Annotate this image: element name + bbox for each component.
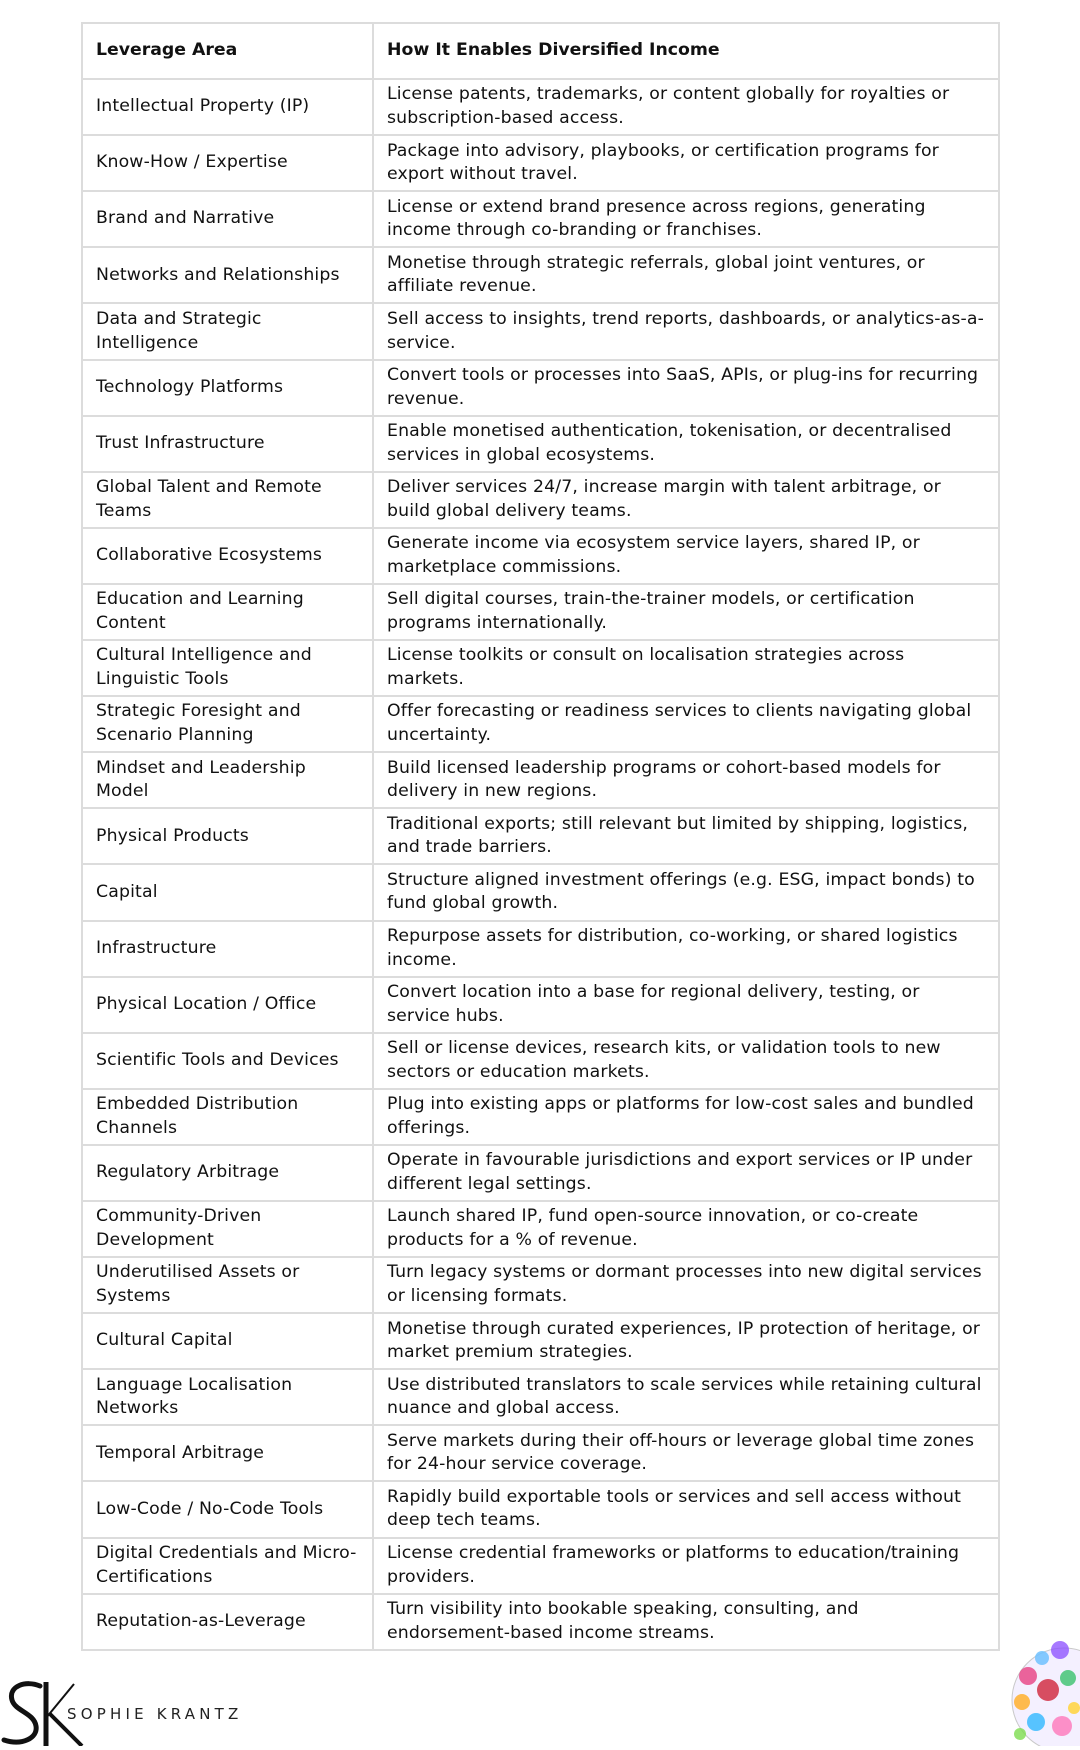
leverage-table bbox=[81, 22, 1000, 1651]
leverage-area-cell: Strategic Foresight and Scenario Planning bbox=[82, 696, 373, 752]
table-row bbox=[82, 135, 999, 191]
income-description-cell: Traditional exports; still relevant but limited by shipping, logistics, and trade barriers. bbox=[373, 808, 999, 864]
leverage-area-cell: Brand and Narrative bbox=[82, 191, 373, 247]
leverage-area-cell: Low-Code / No-Code Tools bbox=[82, 1481, 373, 1537]
income-description-cell: Operate in favourable jurisdictions and export services or IP under different legal settings. bbox=[373, 1145, 999, 1201]
income-description-cell: Repurpose assets for distribution, co-working, or shared logistics income. bbox=[373, 921, 999, 977]
table-row bbox=[82, 864, 999, 920]
income-description-cell: Turn visibility into bookable speaking, consulting, and endorsement-based income streams. bbox=[373, 1594, 999, 1650]
income-description-cell: Sell access to insights, trend reports, dashboards, or analytics-as-a-service. bbox=[373, 303, 999, 359]
table-row bbox=[82, 1201, 999, 1257]
table-row bbox=[82, 1594, 999, 1650]
income-description-cell: Turn legacy systems or dormant processes into new digital services or licensing formats. bbox=[373, 1257, 999, 1313]
leverage-area-cell: Data and Strategic Intelligence bbox=[82, 303, 373, 359]
table-row bbox=[82, 1145, 999, 1201]
table-row bbox=[82, 528, 999, 584]
table-row bbox=[82, 1033, 999, 1089]
income-description-cell: Use distributed translators to scale services while retaining cultural nuance and global access. bbox=[373, 1369, 999, 1425]
leverage-area-cell: Underutilised Assets or Systems bbox=[82, 1257, 373, 1313]
table-row bbox=[82, 584, 999, 640]
table-row bbox=[82, 79, 999, 135]
table-row bbox=[82, 808, 999, 864]
leverage-area-cell: Cultural Capital bbox=[82, 1313, 373, 1369]
table-row bbox=[82, 360, 999, 416]
table-row bbox=[82, 191, 999, 247]
leverage-area-cell: Scientific Tools and Devices bbox=[82, 1033, 373, 1089]
income-description-cell: Rapidly build exportable tools or services and sell access without deep tech teams. bbox=[373, 1481, 999, 1537]
income-description-cell: Deliver services 24/7, increase margin with talent arbitrage, or build global delivery teams. bbox=[373, 472, 999, 528]
income-description-cell: Structure aligned investment offerings (e.g. ESG, impact bonds) to fund global growth. bbox=[373, 864, 999, 920]
table-row bbox=[82, 1369, 999, 1425]
income-description-cell: License toolkits or consult on localisation strategies across markets. bbox=[373, 640, 999, 696]
income-description-cell: Sell digital courses, train-the-trainer models, or certification programs internationally. bbox=[373, 584, 999, 640]
table-header-row bbox=[82, 23, 999, 79]
table-row bbox=[82, 752, 999, 808]
decorative-watercolor-graphic bbox=[1006, 1630, 1080, 1746]
table-row bbox=[82, 1089, 999, 1145]
leverage-area-cell: Regulatory Arbitrage bbox=[82, 1145, 373, 1201]
leverage-area-cell: Technology Platforms bbox=[82, 360, 373, 416]
leverage-area-cell: Infrastructure bbox=[82, 921, 373, 977]
income-description-cell: Plug into existing apps or platforms for low-cost sales and bundled offerings. bbox=[373, 1089, 999, 1145]
leverage-area-cell: Reputation-as-Leverage bbox=[82, 1594, 373, 1650]
leverage-area-cell: Cultural Intelligence and Linguistic Tools bbox=[82, 640, 373, 696]
leverage-area-cell: Intellectual Property (IP) bbox=[82, 79, 373, 135]
table-row bbox=[82, 1257, 999, 1313]
leverage-area-cell: Capital bbox=[82, 864, 373, 920]
leverage-area-cell: Networks and Relationships bbox=[82, 247, 373, 303]
table-row bbox=[82, 416, 999, 472]
table-row bbox=[82, 1313, 999, 1369]
income-description-cell: Build licensed leadership programs or cohort-based models for delivery in new regions. bbox=[373, 752, 999, 808]
leverage-area-cell: Collaborative Ecosystems bbox=[82, 528, 373, 584]
income-description-cell: Sell or license devices, research kits, or validation tools to new sectors or education markets. bbox=[373, 1033, 999, 1089]
table-row bbox=[82, 472, 999, 528]
table-row bbox=[82, 1538, 999, 1594]
income-description-cell: Convert tools or processes into SaaS, APIs, or plug-ins for recurring revenue. bbox=[373, 360, 999, 416]
income-description-cell: Convert location into a base for regional delivery, testing, or service hubs. bbox=[373, 977, 999, 1033]
table-row bbox=[82, 696, 999, 752]
leverage-area-cell: Education and Learning Content bbox=[82, 584, 373, 640]
income-description-cell: License or extend brand presence across regions, generating income through co-branding or franchises. bbox=[373, 191, 999, 247]
leverage-area-cell: Embedded Distribution Channels bbox=[82, 1089, 373, 1145]
logo-wordmark: SOPHIE KRANTZ bbox=[67, 1705, 243, 1723]
leverage-area-cell: Know-How / Expertise bbox=[82, 135, 373, 191]
income-description-cell: License credential frameworks or platforms to education/training providers. bbox=[373, 1538, 999, 1594]
leverage-area-cell: Global Talent and Remote Teams bbox=[82, 472, 373, 528]
income-description-cell: Monetise through strategic referrals, global joint ventures, or affiliate revenue. bbox=[373, 247, 999, 303]
income-description-cell: Generate income via ecosystem service layers, shared IP, or marketplace commissions. bbox=[373, 528, 999, 584]
income-description-cell: Package into advisory, playbooks, or certification programs for export without travel. bbox=[373, 135, 999, 191]
table-row bbox=[82, 921, 999, 977]
leverage-area-cell: Temporal Arbitrage bbox=[82, 1425, 373, 1481]
income-description-cell: License patents, trademarks, or content globally for royalties or subscription-based access. bbox=[373, 79, 999, 135]
leverage-area-cell: Language Localisation Networks bbox=[82, 1369, 373, 1425]
leverage-area-cell: Trust Infrastructure bbox=[82, 416, 373, 472]
table-body bbox=[82, 79, 999, 1650]
header-how-it-enables: How It Enables Diversified Income bbox=[373, 23, 999, 79]
leverage-area-cell: Physical Products bbox=[82, 808, 373, 864]
table-row bbox=[82, 1481, 999, 1537]
leverage-area-cell: Physical Location / Office bbox=[82, 977, 373, 1033]
table-row bbox=[82, 640, 999, 696]
header-leverage-area: Leverage Area bbox=[82, 23, 373, 79]
income-description-cell: Offer forecasting or readiness services to clients navigating global uncertainty. bbox=[373, 696, 999, 752]
table-row bbox=[82, 1425, 999, 1481]
income-description-cell: Enable monetised authentication, tokenisation, or decentralised services in global ecosystems. bbox=[373, 416, 999, 472]
leverage-area-cell: Community-Driven Development bbox=[82, 1201, 373, 1257]
income-description-cell: Launch shared IP, fund open-source innovation, or co-create products for a % of revenue. bbox=[373, 1201, 999, 1257]
table-row bbox=[82, 247, 999, 303]
leverage-area-cell: Mindset and Leadership Model bbox=[82, 752, 373, 808]
table-row bbox=[82, 977, 999, 1033]
table-row bbox=[82, 303, 999, 359]
income-description-cell: Monetise through curated experiences, IP protection of heritage, or market premium strategies. bbox=[373, 1313, 999, 1369]
income-description-cell: Serve markets during their off-hours or leverage global time zones for 24-hour service coverage. bbox=[373, 1425, 999, 1481]
leverage-area-cell: Digital Credentials and Micro-Certifications bbox=[82, 1538, 373, 1594]
